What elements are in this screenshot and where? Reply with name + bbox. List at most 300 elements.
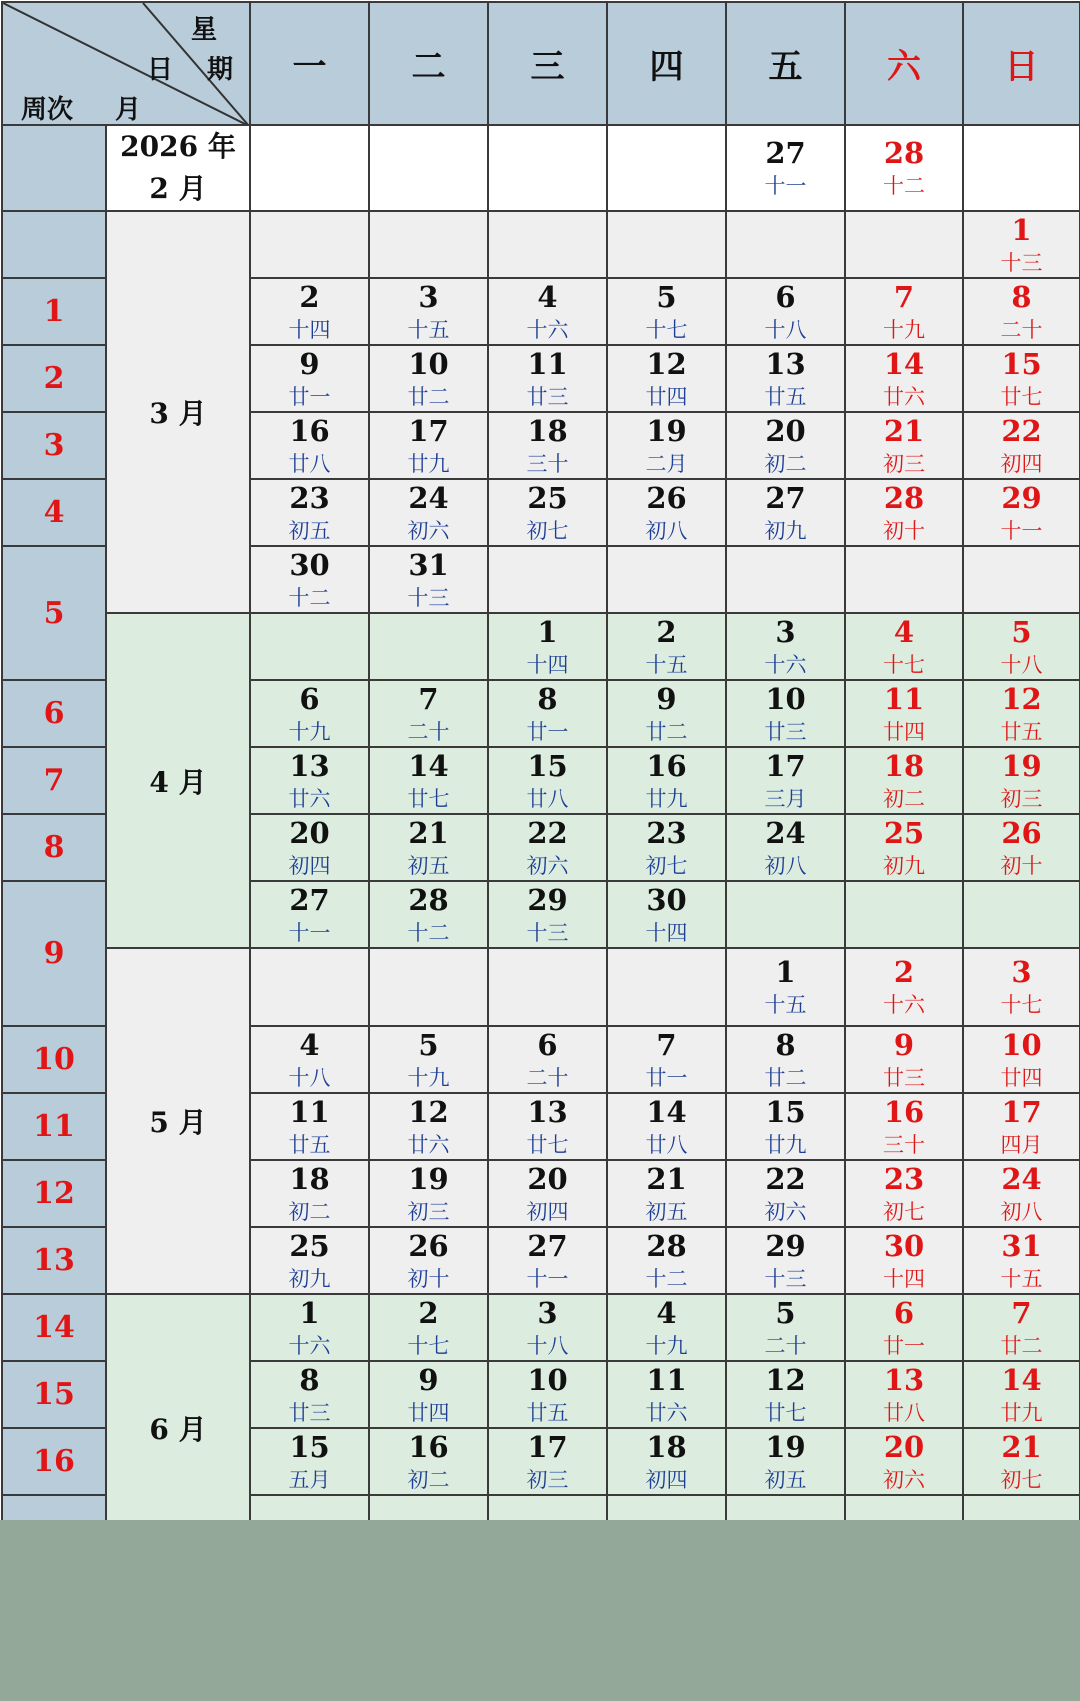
day-cell <box>845 1227 963 1294</box>
day-cell <box>250 1428 369 1495</box>
lunar-date: 十六 <box>526 317 569 342</box>
day-number: 19 <box>408 1161 449 1196</box>
empty-day-cell <box>963 1495 1080 1520</box>
day-cell <box>607 747 726 814</box>
day-number: 16 <box>883 1094 925 1129</box>
day-cell <box>726 1093 845 1160</box>
day-cell <box>963 211 1080 278</box>
lunar-date: 初五 <box>288 518 331 543</box>
corner-label-xing: 星 <box>191 15 218 45</box>
day-number: 18 <box>883 748 925 783</box>
day-number: 2 <box>656 614 677 649</box>
week-number-blank <box>2 211 106 278</box>
day-number: 1 <box>1011 212 1032 247</box>
day-cell <box>250 479 369 546</box>
day-cell <box>488 345 607 412</box>
lunar-date: 十九 <box>645 1333 688 1358</box>
day-cell <box>845 278 963 345</box>
day-cell <box>369 1428 488 1495</box>
day-number: 10 <box>527 1362 568 1397</box>
day-number: 24 <box>408 480 449 515</box>
day-cell <box>250 1294 369 1361</box>
day-number: 30 <box>883 1228 925 1263</box>
day-cell <box>369 814 488 881</box>
day-cell <box>369 1227 488 1294</box>
lunar-date: 十六 <box>764 652 807 677</box>
lunar-date: 十八 <box>288 1065 331 1090</box>
lunar-date: 廿一 <box>883 1333 925 1358</box>
lunar-date: 十三 <box>1000 250 1043 275</box>
day-cell <box>250 814 369 881</box>
lunar-date: 十一 <box>288 920 331 945</box>
empty-day-cell <box>250 613 369 680</box>
day-number: 14 <box>408 748 449 783</box>
calendar-row <box>2 211 1080 278</box>
weekday-header-thu: 四 <box>607 2 726 125</box>
day-number: 28 <box>883 136 925 170</box>
day-cell <box>607 278 726 345</box>
day-cell <box>845 948 963 1026</box>
day-cell <box>369 747 488 814</box>
empty-day-cell <box>845 1495 963 1520</box>
day-cell <box>488 1361 607 1428</box>
lunar-date: 二十 <box>526 1065 569 1090</box>
empty-day-cell <box>607 211 726 278</box>
lunar-date: 廿二 <box>764 1065 807 1090</box>
lunar-date: 十一 <box>526 1266 569 1291</box>
lunar-date: 十三 <box>407 585 450 610</box>
day-cell <box>488 1160 607 1227</box>
day-cell <box>250 278 369 345</box>
day-number: 17 <box>1001 1094 1042 1129</box>
day-number: 27 <box>289 882 330 917</box>
lunar-date: 初四 <box>645 1467 688 1492</box>
empty-day-cell <box>607 546 726 613</box>
lunar-date: 廿七 <box>407 786 450 811</box>
empty-day-cell <box>369 211 488 278</box>
lunar-date: 初四 <box>1000 451 1043 476</box>
day-cell <box>607 1093 726 1160</box>
day-cell <box>726 125 845 211</box>
lunar-date: 廿九 <box>645 786 688 811</box>
day-number: 15 <box>1001 346 1042 381</box>
day-number: 4 <box>893 614 915 649</box>
day-cell <box>845 412 963 479</box>
day-number: 23 <box>883 1161 925 1196</box>
empty-day-cell <box>845 211 963 278</box>
lunar-date: 十二 <box>407 920 450 945</box>
week-number-blank <box>2 125 106 211</box>
week-number: 11 <box>2 1093 106 1160</box>
empty-day-cell <box>963 546 1080 613</box>
day-number: 7 <box>1011 1295 1032 1330</box>
day-cell <box>369 680 488 747</box>
lunar-date: 十四 <box>526 652 569 677</box>
lunar-date: 十八 <box>1000 652 1043 677</box>
day-number: 28 <box>646 1228 687 1263</box>
lunar-date: 廿一 <box>526 719 569 744</box>
day-number: 8 <box>299 1362 320 1397</box>
day-cell <box>250 546 369 613</box>
empty-day-cell <box>607 125 726 211</box>
weekday-header-tue: 二 <box>369 2 488 125</box>
lunar-date: 三十 <box>526 451 569 476</box>
day-cell <box>726 814 845 881</box>
day-cell <box>488 1294 607 1361</box>
lunar-date: 初八 <box>1000 1199 1043 1224</box>
day-cell <box>963 1428 1080 1495</box>
empty-day-cell <box>369 613 488 680</box>
day-cell <box>488 1026 607 1093</box>
day-cell <box>488 479 607 546</box>
day-number: 29 <box>527 882 568 917</box>
lunar-date: 廿一 <box>645 1065 688 1090</box>
day-number: 1 <box>775 955 796 989</box>
day-cell <box>845 680 963 747</box>
day-number: 13 <box>527 1094 568 1129</box>
day-number: 19 <box>646 413 687 448</box>
day-cell <box>726 1160 845 1227</box>
day-number: 11 <box>527 346 568 381</box>
lunar-date: 十七 <box>883 652 925 677</box>
week-number: 6 <box>2 680 106 747</box>
day-cell <box>845 479 963 546</box>
lunar-date: 十九 <box>407 1065 450 1090</box>
day-cell <box>369 278 488 345</box>
corner-cell <box>2 2 250 125</box>
day-cell <box>845 1361 963 1428</box>
day-cell <box>607 412 726 479</box>
lunar-date: 廿三 <box>526 384 569 409</box>
lunar-date: 十三 <box>764 1266 807 1291</box>
empty-day-cell <box>369 125 488 211</box>
lunar-date: 十八 <box>764 317 807 342</box>
day-number: 6 <box>893 1295 915 1330</box>
day-cell <box>369 345 488 412</box>
empty-day-cell <box>488 948 607 1026</box>
day-number: 16 <box>289 413 330 448</box>
week-number: 5 <box>2 546 106 680</box>
day-number: 19 <box>1001 748 1042 783</box>
day-cell <box>726 1294 845 1361</box>
day-number: 25 <box>289 1228 330 1263</box>
day-number: 23 <box>646 815 687 850</box>
day-number: 4 <box>537 279 558 314</box>
calendar-row <box>2 1294 1080 1361</box>
empty-day-cell <box>250 1495 369 1520</box>
empty-day-cell <box>963 125 1080 211</box>
lunar-date: 初六 <box>764 1199 807 1224</box>
week-number: 2 <box>2 345 106 412</box>
lunar-date: 廿四 <box>645 384 688 409</box>
day-cell <box>250 747 369 814</box>
week-number: 1 <box>2 278 106 345</box>
day-cell <box>726 1026 845 1093</box>
lunar-date: 廿三 <box>764 719 807 744</box>
lunar-date: 廿五 <box>764 384 807 409</box>
lunar-date: 廿九 <box>764 1132 807 1157</box>
day-number: 21 <box>408 815 449 850</box>
day-number: 10 <box>1001 1027 1042 1062</box>
lunar-date: 廿八 <box>645 1132 688 1157</box>
empty-day-cell <box>726 1495 845 1520</box>
lunar-date: 廿七 <box>1000 384 1043 409</box>
lunar-date: 廿二 <box>1000 1333 1043 1358</box>
day-number: 10 <box>765 681 806 716</box>
lunar-date: 初七 <box>645 853 688 878</box>
lunar-date: 十五 <box>1000 1266 1043 1291</box>
empty-day-cell <box>369 948 488 1026</box>
day-number: 1 <box>299 1295 320 1330</box>
lunar-date: 初七 <box>883 1199 925 1224</box>
lunar-date: 十四 <box>645 920 688 945</box>
lunar-date: 十五 <box>407 317 450 342</box>
lunar-date: 初三 <box>526 1467 569 1492</box>
day-number: 12 <box>1001 681 1042 716</box>
day-cell <box>488 1428 607 1495</box>
day-cell <box>250 680 369 747</box>
lunar-date: 廿四 <box>883 719 925 744</box>
day-cell <box>845 814 963 881</box>
day-cell <box>607 881 726 948</box>
month-label-apr: 4 月 <box>106 613 250 948</box>
day-cell <box>488 613 607 680</box>
corner-label-month: 月 <box>115 95 142 125</box>
month-label-may: 5 月 <box>106 948 250 1294</box>
day-cell <box>488 1227 607 1294</box>
day-number: 5 <box>775 1295 796 1330</box>
day-number: 25 <box>527 480 568 515</box>
day-cell <box>726 278 845 345</box>
day-cell <box>607 1428 726 1495</box>
day-number: 22 <box>765 1161 806 1196</box>
day-number: 8 <box>775 1027 796 1062</box>
day-cell <box>726 613 845 680</box>
day-cell <box>369 1026 488 1093</box>
lunar-date: 二十 <box>1000 317 1043 342</box>
day-number: 24 <box>1001 1161 1042 1196</box>
day-number: 8 <box>537 681 558 716</box>
day-number: 7 <box>418 681 439 716</box>
day-number: 16 <box>408 1429 449 1464</box>
day-cell <box>488 278 607 345</box>
lunar-date: 初二 <box>883 786 925 811</box>
lunar-date: 初六 <box>407 518 450 543</box>
day-cell <box>963 278 1080 345</box>
week-number-cut-off <box>2 1495 106 1520</box>
day-cell <box>250 1093 369 1160</box>
day-cell <box>726 1227 845 1294</box>
day-number: 26 <box>646 480 687 515</box>
corner-label-qi: 期 <box>207 55 234 85</box>
lunar-date: 初二 <box>407 1467 450 1492</box>
weekday-header-fri: 五 <box>726 2 845 125</box>
empty-day-cell <box>607 1495 726 1520</box>
empty-day-cell <box>488 1495 607 1520</box>
day-cell <box>845 747 963 814</box>
lunar-date: 十五 <box>764 993 807 1017</box>
day-number: 20 <box>527 1161 568 1196</box>
lunar-date: 十一 <box>764 174 807 198</box>
day-cell <box>369 1093 488 1160</box>
day-number: 2 <box>893 955 915 989</box>
day-number: 16 <box>646 748 687 783</box>
lunar-date: 初七 <box>1000 1467 1043 1492</box>
day-cell <box>963 747 1080 814</box>
lunar-date: 十二 <box>883 174 925 198</box>
day-cell <box>607 814 726 881</box>
day-cell <box>726 345 845 412</box>
lunar-date: 初四 <box>288 853 331 878</box>
lunar-date: 廿六 <box>645 1400 688 1425</box>
day-number: 3 <box>537 1295 558 1330</box>
day-number: 13 <box>289 748 330 783</box>
day-number: 21 <box>646 1161 687 1196</box>
day-cell <box>488 412 607 479</box>
lunar-date: 初九 <box>764 518 807 543</box>
day-number: 3 <box>1011 955 1032 989</box>
day-number: 12 <box>765 1362 806 1397</box>
lunar-date: 三十 <box>883 1132 925 1157</box>
month-label-feb: 2 月 <box>149 172 207 205</box>
week-number: 15 <box>2 1361 106 1428</box>
day-number: 24 <box>765 815 806 850</box>
lunar-date: 十四 <box>883 1266 925 1291</box>
day-number: 4 <box>656 1295 677 1330</box>
day-cell <box>726 1428 845 1495</box>
day-cell <box>488 1093 607 1160</box>
empty-day-cell <box>726 546 845 613</box>
day-cell <box>369 1361 488 1428</box>
lunar-date: 初八 <box>764 853 807 878</box>
week-number: 8 <box>2 814 106 881</box>
lunar-date: 廿五 <box>1000 719 1043 744</box>
lunar-date: 廿六 <box>883 384 925 409</box>
day-number: 13 <box>883 1362 925 1397</box>
lunar-date: 廿七 <box>764 1400 807 1425</box>
month-label-mar: 3 月 <box>106 211 250 613</box>
week-number: 12 <box>2 1160 106 1227</box>
day-number: 26 <box>408 1228 449 1263</box>
day-number: 20 <box>289 815 330 850</box>
day-cell <box>845 1093 963 1160</box>
lunar-date: 廿五 <box>288 1132 331 1157</box>
day-cell <box>607 1361 726 1428</box>
lunar-date: 十七 <box>1000 993 1043 1017</box>
day-number: 22 <box>1001 413 1042 448</box>
day-number: 19 <box>765 1429 806 1464</box>
day-number: 20 <box>883 1429 925 1464</box>
day-cell <box>369 1294 488 1361</box>
day-cell <box>250 1026 369 1093</box>
day-cell <box>845 1160 963 1227</box>
lunar-date: 初六 <box>883 1467 925 1492</box>
week-number: 13 <box>2 1227 106 1294</box>
day-number: 23 <box>289 480 330 515</box>
day-number: 6 <box>299 681 320 716</box>
day-number: 17 <box>527 1429 568 1464</box>
lunar-date: 十七 <box>645 317 688 342</box>
day-cell <box>963 1294 1080 1361</box>
lunar-date: 二十 <box>407 719 450 744</box>
day-number: 7 <box>893 279 915 314</box>
corner-label-ri: 日 <box>147 55 174 85</box>
day-cell <box>607 1294 726 1361</box>
day-number: 12 <box>646 346 687 381</box>
lunar-date: 初三 <box>407 1199 450 1224</box>
day-number: 9 <box>893 1027 915 1062</box>
day-cell <box>963 1026 1080 1093</box>
lunar-date: 十六 <box>883 993 925 1017</box>
day-number: 2 <box>299 279 320 314</box>
day-number: 8 <box>1011 279 1032 314</box>
day-number: 27 <box>765 480 806 515</box>
day-number: 12 <box>408 1094 449 1129</box>
day-cell <box>845 1026 963 1093</box>
calendar-row <box>2 125 1080 211</box>
day-cell <box>963 479 1080 546</box>
day-cell <box>250 1160 369 1227</box>
lunar-date: 初八 <box>645 518 688 543</box>
day-number: 27 <box>765 136 806 170</box>
empty-day-cell <box>250 211 369 278</box>
day-cell <box>845 125 963 211</box>
day-number: 3 <box>775 614 796 649</box>
lunar-date: 初四 <box>526 1199 569 1224</box>
day-number: 3 <box>418 279 439 314</box>
weekday-header-wed: 三 <box>488 2 607 125</box>
week-number: 10 <box>2 1026 106 1093</box>
day-number: 26 <box>1001 815 1042 850</box>
day-cell <box>963 1361 1080 1428</box>
day-number: 11 <box>646 1362 687 1397</box>
lunar-date: 初六 <box>526 853 569 878</box>
day-cell <box>963 1093 1080 1160</box>
lunar-date: 廿九 <box>1000 1400 1043 1425</box>
day-number: 29 <box>1001 480 1042 515</box>
week-number: 9 <box>2 881 106 1026</box>
day-number: 6 <box>775 279 796 314</box>
day-number: 30 <box>646 882 687 917</box>
lunar-date: 廿二 <box>407 384 450 409</box>
lunar-date: 初十 <box>883 518 925 543</box>
day-cell <box>250 1227 369 1294</box>
lunar-date: 初九 <box>288 1266 331 1291</box>
day-cell <box>963 680 1080 747</box>
day-number: 5 <box>418 1027 439 1062</box>
lunar-date: 初三 <box>1000 786 1043 811</box>
day-cell <box>963 1160 1080 1227</box>
day-number: 9 <box>656 681 677 716</box>
lunar-date: 二十 <box>764 1333 807 1358</box>
lunar-date: 初十 <box>407 1266 450 1291</box>
lunar-date: 廿三 <box>883 1065 925 1090</box>
day-number: 11 <box>883 681 925 716</box>
header-row <box>2 2 1080 125</box>
lunar-date: 十七 <box>407 1333 450 1358</box>
weekday-header-sat: 六 <box>845 2 963 125</box>
lunar-date: 廿七 <box>526 1132 569 1157</box>
weekday-header-sun: 日 <box>963 2 1080 125</box>
lunar-date: 初五 <box>764 1467 807 1492</box>
lunar-date: 廿五 <box>526 1400 569 1425</box>
lunar-date: 初七 <box>526 518 569 543</box>
day-number: 29 <box>765 1228 806 1263</box>
day-cell <box>607 345 726 412</box>
day-number: 14 <box>1001 1362 1042 1397</box>
day-number: 4 <box>299 1027 320 1062</box>
empty-day-cell <box>726 881 845 948</box>
